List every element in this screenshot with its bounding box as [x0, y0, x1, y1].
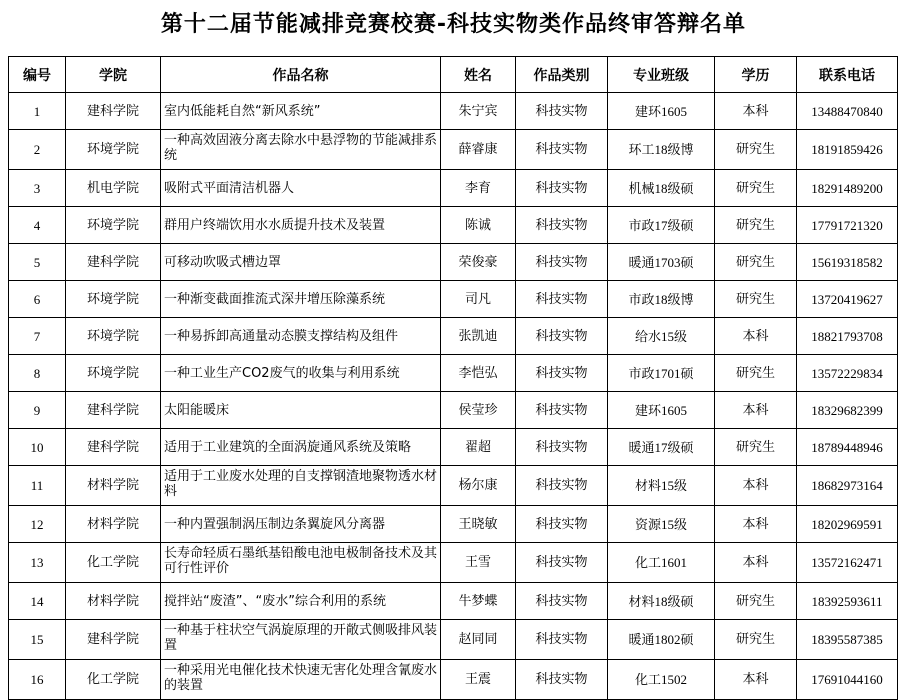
- row-work-title: 室内低能耗自然“新风系统”: [161, 93, 441, 130]
- row-work-title: 一种内置强制涡压制边条翼旋风分离器: [161, 506, 441, 543]
- row-category: 科技实物: [516, 543, 608, 583]
- table-row: [9, 506, 898, 543]
- row-phone: 18395587385: [797, 620, 898, 660]
- row-student-name: 王晓敏: [441, 506, 516, 543]
- table-row: [9, 620, 898, 660]
- row-category: 科技实物: [516, 620, 608, 660]
- row-degree: 本科: [715, 466, 797, 506]
- row-work-title: 搅拌站“废渣”、“废水”综合利用的系统: [161, 583, 441, 620]
- row-phone: 17791721320: [797, 207, 898, 244]
- row-student-name: 王雪: [441, 543, 516, 583]
- row-degree: 研究生: [715, 583, 797, 620]
- row-number: 9: [9, 392, 66, 429]
- row-degree: 研究生: [715, 429, 797, 466]
- row-class: 暖通17级硕: [608, 429, 715, 466]
- row-number: 14: [9, 583, 66, 620]
- row-college: 环境学院: [66, 207, 161, 244]
- table-row: [9, 392, 898, 429]
- header-degree: 学历: [715, 57, 797, 93]
- row-degree: 研究生: [715, 281, 797, 318]
- header-class: 专业班级: [608, 57, 715, 93]
- row-student-name: 李恺弘: [441, 355, 516, 392]
- row-category: 科技实物: [516, 583, 608, 620]
- table-header-row: [9, 57, 898, 93]
- row-phone: 18291489200: [797, 170, 898, 207]
- row-college: 机电学院: [66, 170, 161, 207]
- table-row: [9, 130, 898, 170]
- table-row: [9, 355, 898, 392]
- row-class: 建环1605: [608, 392, 715, 429]
- row-work-title: 一种渐变截面推流式深井增压除藻系统: [161, 281, 441, 318]
- row-class: 市政18级博: [608, 281, 715, 318]
- row-college: 建科学院: [66, 244, 161, 281]
- row-college: 环境学院: [66, 355, 161, 392]
- row-class: 市政17级硕: [608, 207, 715, 244]
- row-work-title: 吸附式平面清洁机器人: [161, 170, 441, 207]
- row-class: 暖通1802硕: [608, 620, 715, 660]
- row-degree: 本科: [715, 318, 797, 355]
- table-row: [9, 281, 898, 318]
- row-degree: 研究生: [715, 170, 797, 207]
- row-number: 11: [9, 466, 66, 506]
- row-number: 1: [9, 93, 66, 130]
- row-category: 科技实物: [516, 130, 608, 170]
- header-college: 学院: [66, 57, 161, 93]
- row-work-title: 适用于工业废水处理的自支撑钢渣地聚物透水材料: [161, 466, 441, 506]
- row-number: 13: [9, 543, 66, 583]
- row-phone: 17691044160: [797, 660, 898, 700]
- row-work-title: 太阳能暖床: [161, 392, 441, 429]
- row-degree: 本科: [715, 93, 797, 130]
- row-number: 5: [9, 244, 66, 281]
- row-phone: 18821793708: [797, 318, 898, 355]
- table-row: [9, 318, 898, 355]
- row-category: 科技实物: [516, 466, 608, 506]
- row-work-title: 群用户终端饮用水水质提升技术及装置: [161, 207, 441, 244]
- row-college: 建科学院: [66, 93, 161, 130]
- row-student-name: 赵同同: [441, 620, 516, 660]
- row-work-title: 一种采用光电催化技术快速无害化处理含氰废水的装置: [161, 660, 441, 700]
- row-work-title: 可移动吹吸式槽边罩: [161, 244, 441, 281]
- row-class: 化工1502: [608, 660, 715, 700]
- row-college: 化工学院: [66, 543, 161, 583]
- row-phone: 18682973164: [797, 466, 898, 506]
- row-phone: 13572162471: [797, 543, 898, 583]
- row-student-name: 李育: [441, 170, 516, 207]
- row-college: 建科学院: [66, 392, 161, 429]
- row-phone: 13572229834: [797, 355, 898, 392]
- row-category: 科技实物: [516, 170, 608, 207]
- row-degree: 研究生: [715, 620, 797, 660]
- row-college: 材料学院: [66, 583, 161, 620]
- roster-table: [8, 56, 898, 700]
- row-number: 3: [9, 170, 66, 207]
- page-title: 第十二届节能减排竞赛校赛-科技实物类作品终审答辩名单: [160, 12, 747, 37]
- row-student-name: 牛梦蝶: [441, 583, 516, 620]
- row-work-title: 长寿命轻质石墨纸基铅酸电池电极制备技术及其可行性评价: [161, 543, 441, 583]
- row-work-title: 一种易拆卸高通量动态膜支撑结构及组件: [161, 318, 441, 355]
- row-number: 2: [9, 130, 66, 170]
- row-category: 科技实物: [516, 429, 608, 466]
- row-category: 科技实物: [516, 506, 608, 543]
- row-phone: 18202969591: [797, 506, 898, 543]
- row-category: 科技实物: [516, 355, 608, 392]
- row-phone: 18191859426: [797, 130, 898, 170]
- row-degree: 本科: [715, 506, 797, 543]
- row-student-name: 张凯迪: [441, 318, 516, 355]
- table-row: [9, 429, 898, 466]
- header-work-title: 作品名称: [161, 57, 441, 93]
- row-student-name: 司凡: [441, 281, 516, 318]
- row-work-title: 适用于工业建筑的全面涡旋通风系统及策略: [161, 429, 441, 466]
- row-class: 化工1601: [608, 543, 715, 583]
- row-student-name: 薛睿康: [441, 130, 516, 170]
- row-class: 暖通1703硕: [608, 244, 715, 281]
- header-number: 编号: [9, 57, 66, 93]
- row-college: 材料学院: [66, 466, 161, 506]
- row-class: 给水15级: [608, 318, 715, 355]
- row-category: 科技实物: [516, 244, 608, 281]
- row-number: 6: [9, 281, 66, 318]
- row-degree: 研究生: [715, 130, 797, 170]
- row-college: 建科学院: [66, 429, 161, 466]
- row-number: 15: [9, 620, 66, 660]
- table-row: [9, 93, 898, 130]
- table-row: [9, 170, 898, 207]
- table-row: [9, 244, 898, 281]
- row-number: 16: [9, 660, 66, 700]
- table-row: [9, 207, 898, 244]
- row-work-title: 一种基于柱状空气涡旋原理的开敞式侧吸排风装置: [161, 620, 441, 660]
- row-degree: 本科: [715, 543, 797, 583]
- row-number: 7: [9, 318, 66, 355]
- row-category: 科技实物: [516, 660, 608, 700]
- row-class: 材料15级: [608, 466, 715, 506]
- row-category: 科技实物: [516, 281, 608, 318]
- row-student-name: 陈诚: [441, 207, 516, 244]
- row-phone: 18789448946: [797, 429, 898, 466]
- row-phone: 13720419627: [797, 281, 898, 318]
- row-class: 资源15级: [608, 506, 715, 543]
- row-category: 科技实物: [516, 392, 608, 429]
- row-degree: 本科: [715, 392, 797, 429]
- row-number: 12: [9, 506, 66, 543]
- row-phone: 15619318582: [797, 244, 898, 281]
- row-student-name: 王震: [441, 660, 516, 700]
- row-class: 建环1605: [608, 93, 715, 130]
- row-category: 科技实物: [516, 93, 608, 130]
- row-college: 材料学院: [66, 506, 161, 543]
- table-body: [9, 93, 898, 700]
- table-row: [9, 583, 898, 620]
- row-college: 环境学院: [66, 318, 161, 355]
- row-phone: 18392593611: [797, 583, 898, 620]
- row-degree: 研究生: [715, 244, 797, 281]
- row-number: 8: [9, 355, 66, 392]
- row-student-name: 杨尔康: [441, 466, 516, 506]
- row-category: 科技实物: [516, 207, 608, 244]
- row-degree: 研究生: [715, 355, 797, 392]
- table-row: [9, 543, 898, 583]
- row-college: 环境学院: [66, 130, 161, 170]
- header-phone: 联系电话: [797, 57, 898, 93]
- row-student-name: 侯莹珍: [441, 392, 516, 429]
- row-class: 机械18级硕: [608, 170, 715, 207]
- row-college: 环境学院: [66, 281, 161, 318]
- row-work-title: 一种高效固液分离去除水中悬浮物的节能减排系统: [161, 130, 441, 170]
- row-college: 建科学院: [66, 620, 161, 660]
- row-student-name: 朱宁宾: [441, 93, 516, 130]
- row-category: 科技实物: [516, 318, 608, 355]
- row-work-title: 一种工业生产CO2废气的收集与利用系统: [161, 355, 441, 392]
- row-degree: 本科: [715, 660, 797, 700]
- row-college: 化工学院: [66, 660, 161, 700]
- row-class: 材料18级硕: [608, 583, 715, 620]
- header-name: 姓名: [441, 57, 516, 93]
- header-category: 作品类别: [516, 57, 608, 93]
- row-phone: 18329682399: [797, 392, 898, 429]
- row-degree: 研究生: [715, 207, 797, 244]
- table-row: [9, 466, 898, 506]
- row-number: 4: [9, 207, 66, 244]
- row-number: 10: [9, 429, 66, 466]
- row-class: 市政1701硕: [608, 355, 715, 392]
- row-student-name: 荣俊豪: [441, 244, 516, 281]
- table-row: [9, 660, 898, 700]
- row-phone: 13488470840: [797, 93, 898, 130]
- row-student-name: 翟超: [441, 429, 516, 466]
- row-class: 环工18级博: [608, 130, 715, 170]
